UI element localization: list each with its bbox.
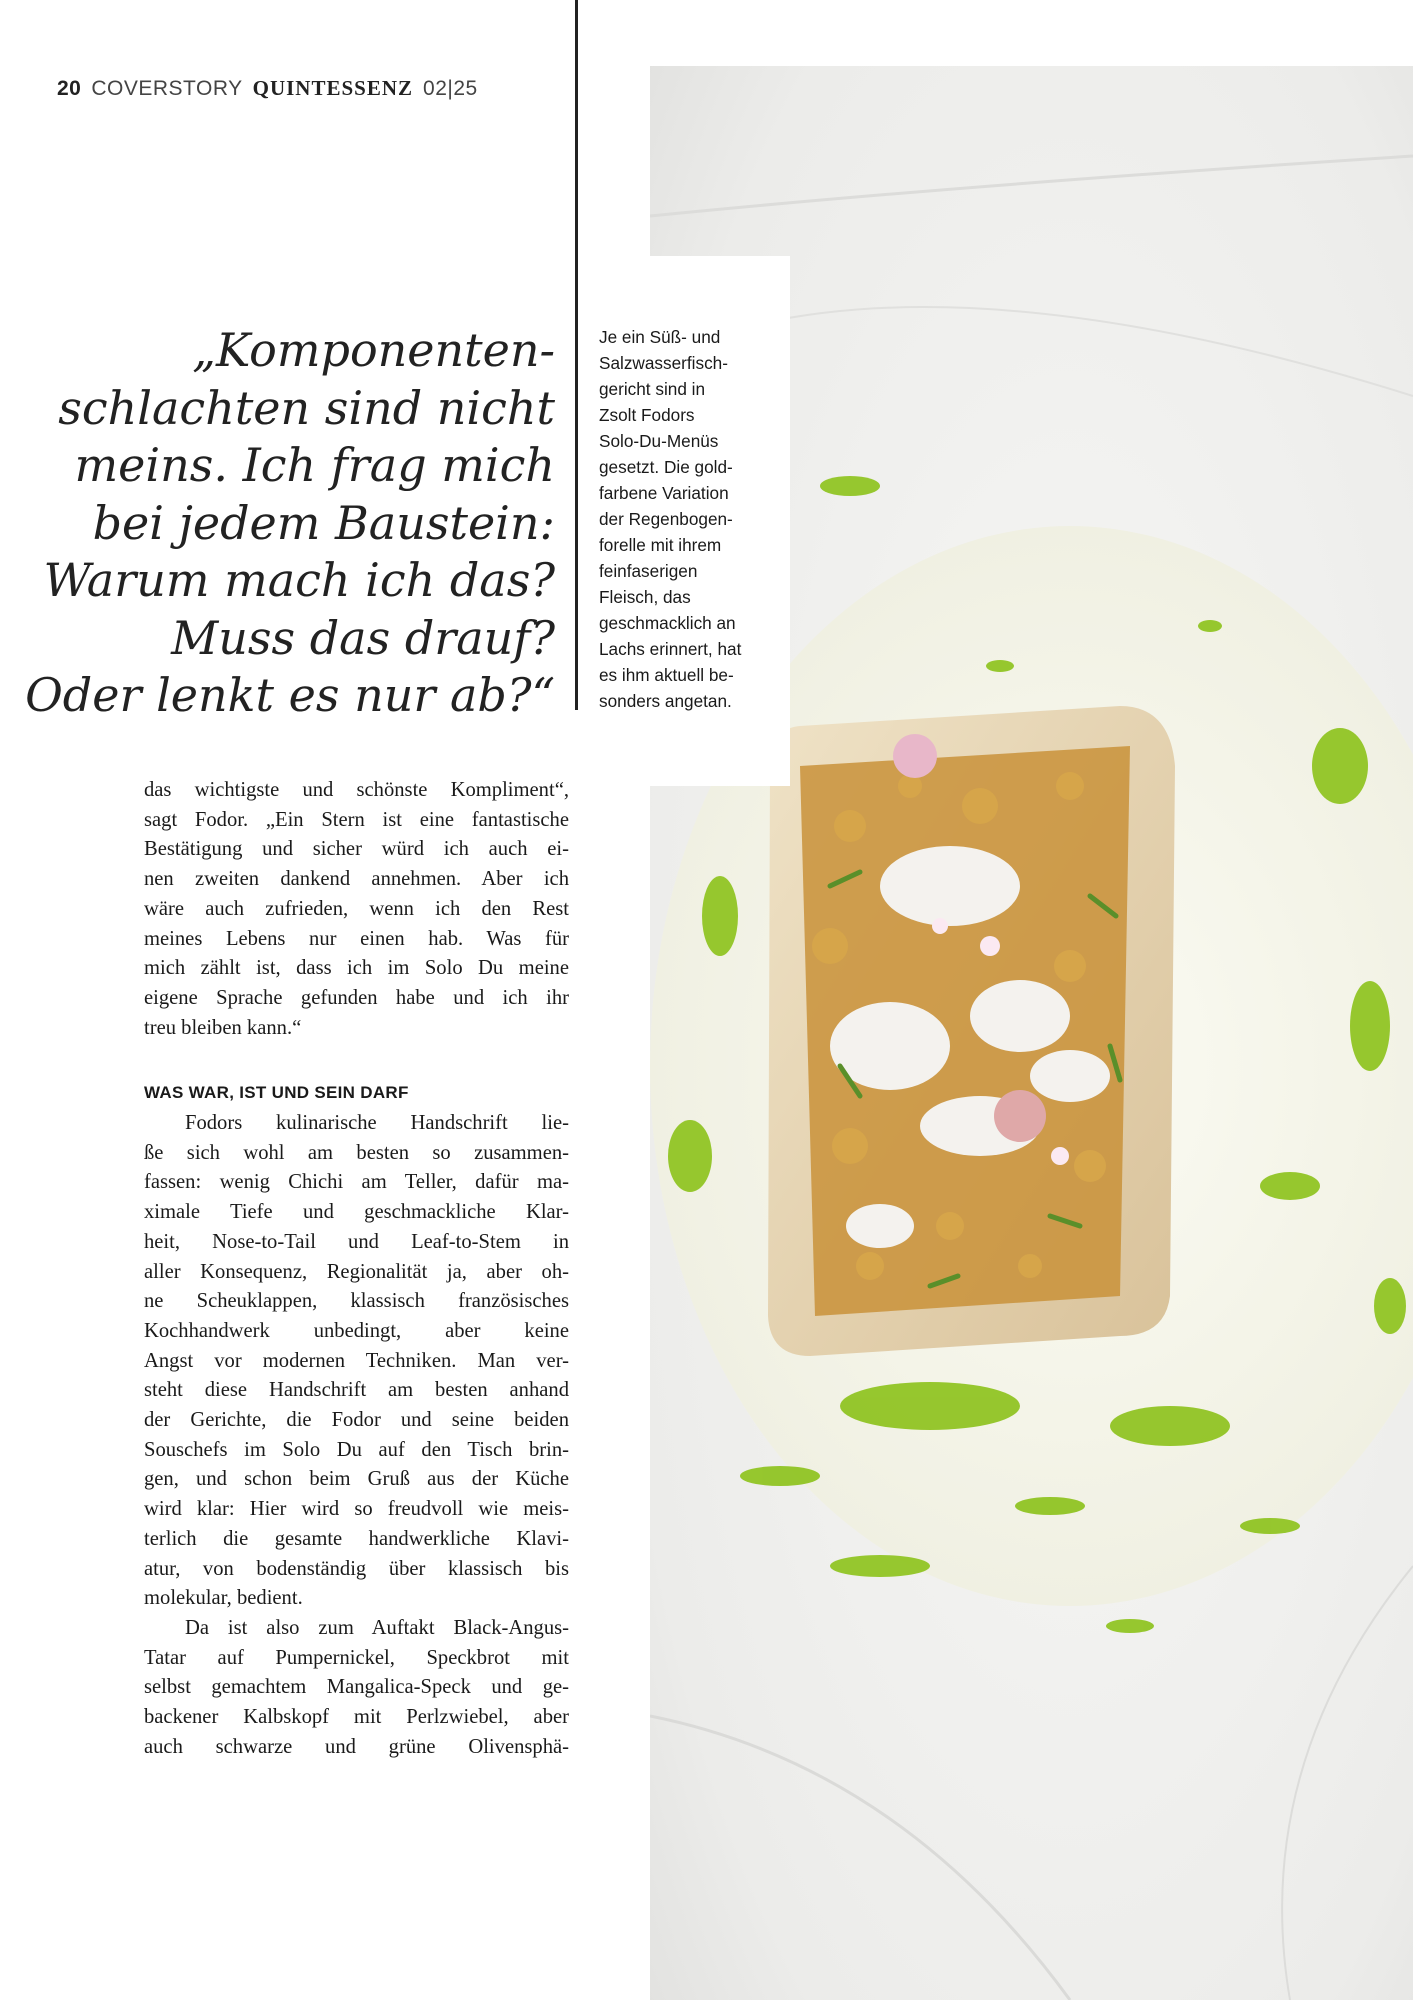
caption-line: gesetzt. Die gold- — [599, 457, 733, 477]
body-line: fassen: wenig Chichi am Teller, dafür ma- — [144, 1171, 569, 1194]
body-line: Da ist also zum Auftakt Black-Angus- — [185, 1616, 569, 1639]
body-line: auch schwarze und grüne Olivensphä- — [144, 1735, 569, 1758]
body-line: molekular, bedient. — [144, 1587, 303, 1610]
caption-line: sonders angetan. — [599, 691, 732, 711]
body-line: Souschefs im Solo Du auf den Tisch brin- — [144, 1438, 569, 1461]
caption-line: geschmacklich an — [599, 613, 736, 633]
caption-line: der Regenbogen- — [599, 509, 733, 529]
body-line: selbst gemachtem Mangalica-Speck und ge- — [144, 1676, 569, 1699]
body-line: backener Kalbskopf mit Perlzwiebel, aber — [144, 1706, 569, 1729]
pull-quote — [25, 322, 555, 725]
body-line: Tatar auf Pumpernickel, Speckbrot mit — [144, 1646, 569, 1669]
page-number: 20 — [57, 77, 82, 100]
body-line: steht diese Handschrift am besten anhand — [144, 1379, 569, 1402]
body-line: Fodors kulinarische Handschrift lie- — [185, 1112, 569, 1134]
magazine-name: QUINTESSENZ — [252, 76, 414, 100]
caption-line: es ihm aktuell be- — [599, 665, 734, 685]
body-line: ße sich wohl am besten so zusammen- — [144, 1141, 569, 1164]
body-line: Bestätigung und sicher würd ich auch ei- — [144, 838, 569, 861]
body-line: mich zählt ist, dass ich im Solo Du meine — [144, 957, 569, 980]
body-line: nen zweiten dankend annehmen. Aber ich — [144, 868, 569, 891]
quote-line: Warum mach ich das? — [43, 553, 555, 607]
quote-line: Oder lenkt es nur ab?“ — [25, 668, 555, 722]
article-paragraph — [144, 1109, 569, 1762]
body-line: das wichtigste und schönste Kompliment“, — [144, 779, 569, 801]
body-line: Angst vor modernen Techniken. Man ver- — [144, 1349, 569, 1372]
body-line: meines Lebens nur einen hab. Was für — [144, 927, 569, 950]
body-line: aller Konsequenz, Regionalität ja, aber oh- — [144, 1260, 569, 1283]
caption-line: feinfaserigen — [599, 561, 698, 581]
caption-line: gericht sind in — [599, 379, 706, 399]
issue-number: 02|25 — [423, 77, 478, 100]
quote-line: „Komponenten- — [192, 323, 555, 377]
body-line: Kochhandwerk unbedingt, aber keine — [144, 1319, 569, 1342]
caption-line: Fleisch, das — [599, 587, 691, 607]
caption-line: forelle mit ihrem — [599, 535, 722, 555]
caption-line: Je ein Süß- und — [599, 327, 721, 347]
body-line: heit, Nose-to-Tail und Leaf-to-Stem in — [144, 1230, 569, 1253]
body-line: treu bleiben kann.“ — [144, 1016, 302, 1039]
article-paragraph — [144, 776, 569, 1043]
quote-line: schlachten sind nicht — [58, 380, 555, 435]
caption-line: Salzwasserfisch- — [599, 353, 728, 373]
quote-line: meins. Ich frag mich — [74, 438, 555, 492]
caption-line: farbene Variation — [599, 483, 729, 503]
body-line: gen, und schon beim Gruß aus der Küche — [144, 1468, 569, 1491]
body-line: der Gerichte, die Fodor und seine beiden — [144, 1409, 569, 1432]
running-header — [57, 76, 478, 101]
body-line: atur, von bodenständig über klassisch bis — [144, 1557, 569, 1580]
photo-caption — [599, 324, 777, 714]
caption-line: Solo-Du-Menüs — [599, 431, 719, 451]
body-line: ximale Tiefe und geschmackliche Klar- — [144, 1201, 569, 1224]
caption-line: Lachs erinnert, hat — [599, 639, 742, 659]
section-label: COVERSTORY — [91, 77, 243, 100]
body-line: eigene Sprache gefunden habe und ich ihr — [144, 986, 569, 1009]
body-line: ne Scheuklappen, klassisch französisches — [144, 1290, 569, 1313]
quote-line: bei jedem Baustein: — [92, 495, 555, 550]
section-subheading: WAS WAR, IST UND SEIN DARF — [144, 1083, 409, 1102]
body-line: wäre auch zufrieden, wenn ich den Rest — [144, 897, 569, 920]
column-divider — [575, 0, 578, 710]
caption-line: Zsolt Fodors — [599, 405, 695, 425]
body-line: terlich die gesamte handwerkliche Klavi- — [144, 1527, 569, 1550]
body-line: wird klar: Hier wird so freudvoll wie meis- — [144, 1498, 569, 1521]
body-line: sagt Fodor. „Ein Stern ist eine fantastische — [144, 808, 569, 831]
quote-line: Muss das drauf? — [171, 610, 555, 665]
